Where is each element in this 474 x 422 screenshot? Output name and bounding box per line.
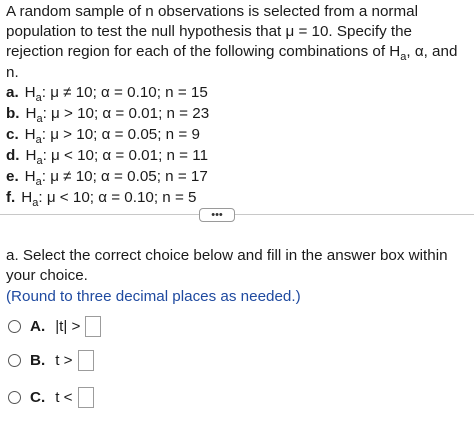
answer-prompt: a. Select the correct choice below and fill in the answer box within your choice.	[6, 247, 448, 284]
question-part-e: e. $H_a$: μ ≠ 10; α = 0.05; n = 17	[6, 168, 208, 188]
question-parts	[6, 83, 468, 209]
choice-b-answer-box[interactable]	[78, 350, 94, 371]
choice-a-label: A.	[30, 318, 46, 335]
choice-a[interactable]	[8, 316, 101, 337]
section-divider	[0, 214, 474, 215]
choice-c-answer-box[interactable]	[78, 387, 94, 408]
choice-b-text: t >	[55, 352, 73, 369]
choice-a-text: |t| >	[55, 318, 81, 335]
rounding-hint: (Round to three decimal places as needed.)	[6, 288, 301, 305]
choice-c-text: t <	[55, 389, 73, 406]
choice-b[interactable]	[8, 350, 94, 371]
question-part-c: c. $H_a$: μ > 10; α = 0.05; n = 9	[6, 126, 200, 146]
choice-a-answer-box[interactable]	[85, 316, 101, 337]
choice-c-label: C.	[30, 389, 46, 406]
choice-b-label: B.	[30, 352, 46, 369]
question-part-d: d. $H_a$: μ < 10; α = 0.01; n = 11	[6, 147, 209, 167]
choice-b-radio[interactable]	[8, 354, 21, 367]
question-intro: A random sample of n observations is selected from a normal population to test the null hypothesis that μ = 10. Specify the rejection region for each of the following combinations of $H_a$, α, and n.	[6, 3, 458, 81]
choice-c-radio[interactable]	[8, 391, 21, 404]
choice-a-radio[interactable]	[8, 320, 21, 333]
choice-c[interactable]	[8, 387, 94, 408]
question-text	[6, 2, 468, 209]
question-part-f: f. $H_a$: μ < 10; α = 0.10; n = 5	[6, 189, 197, 209]
expand-more-button[interactable]: •••	[199, 208, 235, 222]
question-part-b: b. $H_a$: μ > 10; α = 0.01; n = 23	[6, 105, 210, 125]
question-part-a: a. $H_a$: μ ≠ 10; α = 0.10; n = 15	[6, 84, 208, 104]
